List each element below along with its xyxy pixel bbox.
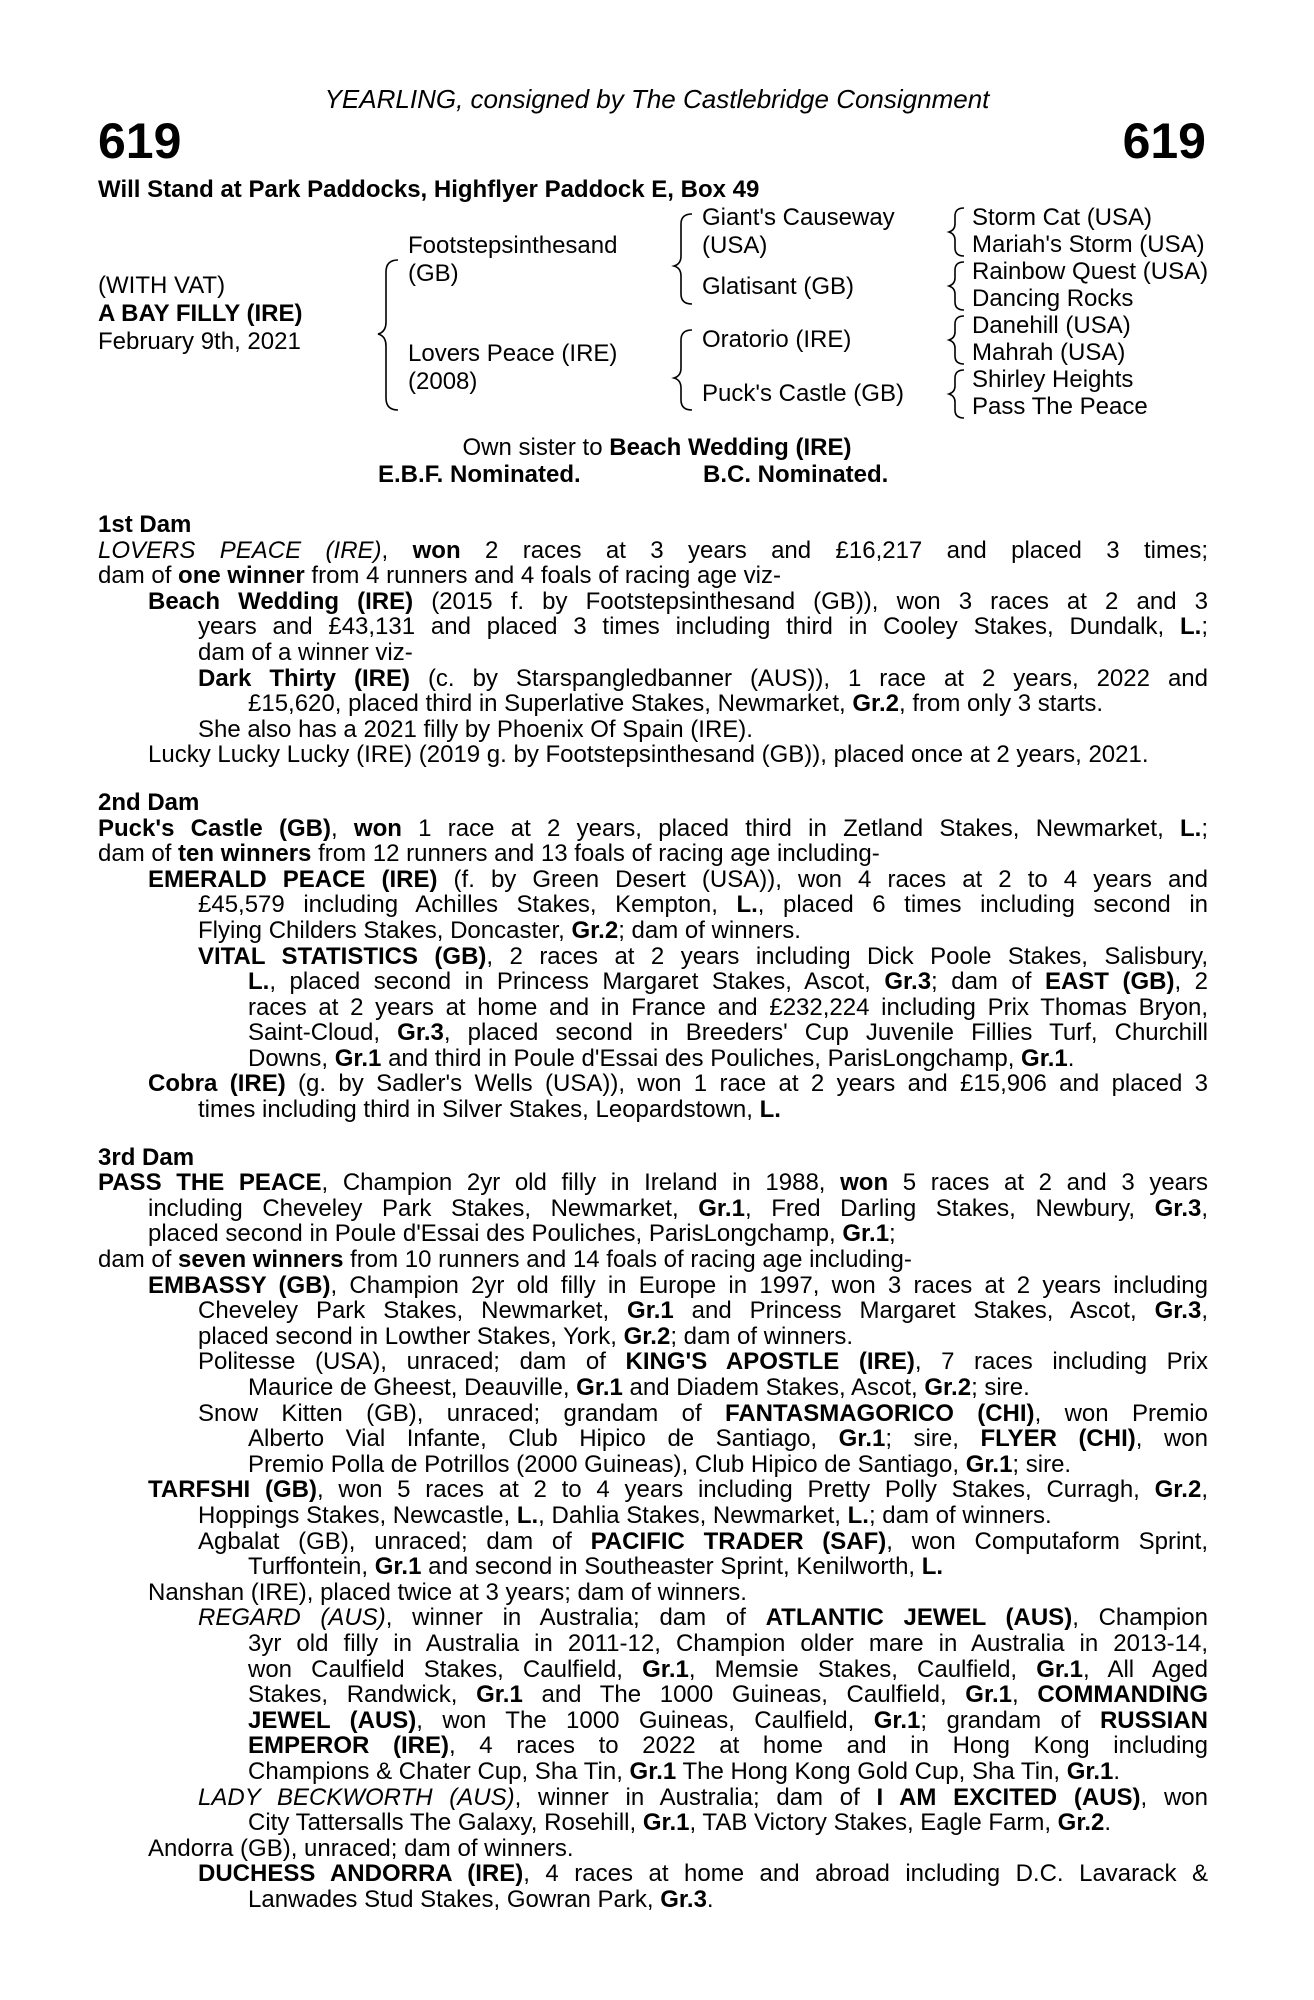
vs-line-3 <box>98 995 1208 1021</box>
d2-line-1 <box>98 816 1208 842</box>
text-run: , Champion 2yr old filly in Ireland in 1988, <box>321 1169 841 1197</box>
text-run: and The 1000 Guineas, Caulfield, <box>522 1681 966 1709</box>
vat-note: (WITH VAT) <box>98 272 226 299</box>
text-run: L. <box>921 1553 944 1581</box>
text-run: 3yr old filly in Australia in 2011-12, Champion older mare in Australia in 2013-14, <box>248 1629 1208 1657</box>
bw-line-1 <box>98 589 1208 615</box>
text-run: Gr.1 <box>873 1706 921 1734</box>
ep-line-2 <box>98 892 1208 918</box>
text-run: Gr.1 <box>965 1450 1013 1478</box>
text-run: , 2 races at 2 years including Dick Poole Stakes, Salisbury, <box>486 942 1208 970</box>
text-run: and Diadem Stakes, Ascot, <box>622 1374 925 1401</box>
d1-line-2 <box>98 563 1208 589</box>
text-run: , <box>1012 1681 1038 1709</box>
text-run: Downs, <box>248 1044 335 1072</box>
g3-3: Rainbow Quest (USA) <box>972 258 1209 285</box>
text-run: ten winners <box>178 840 312 868</box>
text-run: , All Aged <box>1082 1655 1209 1683</box>
stand-location: Will Stand at Park Paddocks, Highflyer Paddock E, Box 49 <box>98 176 760 203</box>
text-run: ; <box>1201 814 1208 842</box>
sire-sire-origin: (USA) <box>702 232 768 259</box>
text-run: 2 races at 3 years and £16,217 and placed 3 times; <box>460 536 1209 564</box>
sire-name: Footstepsinthesand <box>408 232 618 259</box>
vs-line-1 <box>98 944 1208 970</box>
text-run: . <box>1113 1757 1121 1785</box>
text-run: TARFSHI (GB) <box>148 1476 317 1504</box>
text-run: Nanshan (IRE), placed twice at 3 years; dam of winners. <box>148 1578 747 1606</box>
text-run: Puck's Castle (GB) <box>98 814 331 842</box>
she-line <box>98 717 1208 743</box>
sk-line-2 <box>98 1426 1208 1452</box>
text-run: won Caulfield Stakes, Caulfield, <box>248 1655 643 1683</box>
text-run: . <box>706 1885 714 1913</box>
text-run: JEWEL (AUS) <box>248 1706 417 1734</box>
text-run: Champions & Chater Cup, Sha Tin, <box>248 1757 630 1785</box>
text-run: , winner in Australia; dam of <box>514 1783 877 1811</box>
text-run: Maurice de Gheest, Deauville, <box>248 1374 577 1401</box>
text-run: (c. by Starspangledbanner (AUS)), 1 race at 2 years, 2022 and <box>409 664 1208 692</box>
text-run: and third in Poule d'Essai des Pouliches, ParisLongchamp, <box>381 1044 1022 1072</box>
text-run: dam of <box>98 562 179 590</box>
text-run: £15,620, placed third in Superlative Stakes, Newmarket, <box>248 690 853 718</box>
re-line-6 <box>98 1733 1208 1759</box>
text-run: Andorra (GB), unraced; dam of winners. <box>148 1834 574 1862</box>
text-run: , Champion 2yr old filly in Europe in 1997, won 3 races at 2 years including <box>330 1271 1208 1299</box>
text-run: , won <box>1135 1425 1209 1453</box>
own-sister-name: Beach Wedding (IRE) <box>609 434 852 461</box>
text-run: Gr.1 <box>627 1297 674 1325</box>
text-run: ; <box>1201 613 1208 641</box>
text-run: Gr.1 <box>965 1681 1012 1709</box>
own-sister-prefix: Own sister to <box>462 434 610 461</box>
text-run: 1 race at 2 years, placed third in Zetland Stakes, Newmarket, <box>401 814 1180 842</box>
text-run: EMPEROR (IRE) <box>248 1732 449 1760</box>
em-line-3 <box>98 1324 1208 1350</box>
text-run: COMMANDING <box>1037 1681 1208 1709</box>
co-line-2 <box>98 1097 1208 1123</box>
text-run: PASS THE PEACE <box>98 1169 322 1197</box>
sk-line-3 <box>98 1452 1208 1478</box>
text-run: placed second in Poule d'Essai des Pouliches, ParisLongchamp, <box>148 1220 843 1248</box>
da-line-1 <box>98 1861 1208 1887</box>
text-run: (g. by Sadler's Wells (USA)), won 1 race at 2 years and £15,906 and placed 3 <box>285 1070 1209 1098</box>
text-run: The Hong Kong Gold Cup, Sha Tin, <box>676 1757 1067 1785</box>
text-run: EAST (GB) <box>1044 968 1175 996</box>
dt-line-2 <box>98 691 1208 717</box>
text-run: Gr.1 <box>1021 1044 1068 1072</box>
text-run: from 4 runners and 4 foals of racing age viz- <box>304 562 781 590</box>
dt-line-1 <box>98 666 1208 692</box>
text-run: FLYER (CHI) <box>980 1425 1136 1453</box>
bw-line-3 <box>98 640 1208 666</box>
text-run: , <box>1201 1194 1209 1222</box>
text-run: , 7 races including Prix <box>914 1348 1209 1376</box>
text-run: Snow Kitten (GB), unraced; grandam of <box>198 1399 725 1427</box>
sire-sire-name: Giant's Causeway <box>702 204 895 231</box>
text-run: , <box>381 536 413 564</box>
text-run: Flying Childers Stakes, Doncaster, <box>198 916 572 944</box>
ll-line <box>98 742 1208 768</box>
text-run: , Champion <box>1072 1604 1208 1632</box>
first-dam-heading: 1st Dam <box>98 511 192 538</box>
ta-line-1 <box>98 1477 1208 1503</box>
bc-note: B.C. Nominated. <box>703 461 889 488</box>
text-run: Politesse (USA), unraced; dam of <box>198 1348 626 1376</box>
text-run: L. <box>759 1096 781 1124</box>
lot-number-left: 619 <box>98 113 182 169</box>
text-run: Gr.2 <box>852 690 900 718</box>
text-run: Gr.1 <box>629 1757 677 1785</box>
text-run: City Tattersalls The Galaxy, Rosehill, <box>248 1809 643 1837</box>
ep-line-1 <box>98 867 1208 893</box>
text-run: seven winners <box>178 1246 344 1274</box>
text-run: ; dam of winners. <box>618 916 801 944</box>
text-run: , 4 races to 2022 at home and in Hong Kong including <box>448 1732 1209 1760</box>
text-run: EMERALD PEACE (IRE) <box>148 865 438 893</box>
d3-line-3 <box>98 1221 1208 1247</box>
ag-line-1 <box>98 1529 1208 1555</box>
text-run: , TAB Victory Stakes, Eagle Farm, <box>689 1809 1058 1837</box>
ag-line-2 <box>98 1554 1208 1580</box>
text-run: ; <box>889 1220 896 1248</box>
dam-bracket <box>674 330 692 410</box>
text-run: £45,579 including Achilles Stakes, Kempton, <box>198 891 737 919</box>
text-run: (2015 f. by Footstepsinthesand (GB)), won 3 races at 2 and 3 <box>413 587 1208 615</box>
dam-sire-name: Oratorio (IRE) <box>702 326 852 353</box>
text-run: ; sire. <box>971 1374 1030 1401</box>
text-run: L. <box>1180 814 1202 842</box>
text-run: , winner in Australia; dam of <box>385 1604 766 1632</box>
text-run: PACIFIC TRADER (SAF) <box>590 1527 887 1555</box>
text-run: RUSSIAN <box>1099 1706 1208 1734</box>
text-run: 5 races at 2 and 3 years <box>888 1169 1209 1197</box>
text-run: , won Premio <box>1034 1399 1208 1427</box>
po-line-2 <box>98 1375 1208 1401</box>
text-run: races at 2 years at home and in France and £232,224 including Prix Thomas Bryon, <box>248 993 1208 1021</box>
g3-bracket-1 <box>949 208 964 256</box>
re-line-2 <box>98 1631 1208 1657</box>
own-sister-note <box>0 434 1314 462</box>
text-run: , placed second in Breeders' Cup Juvenile Fillies Turf, Churchill <box>443 1019 1208 1047</box>
dam-dam-name: Puck's Castle (GB) <box>702 380 904 407</box>
sale-type-header: YEARLING, consigned by The Castlebridge Consignment <box>324 84 990 114</box>
text-run: Gr.1 <box>642 1809 690 1837</box>
text-run: dam of <box>98 1246 179 1274</box>
text-run: times including third in Silver Stakes, Leopardstown, <box>198 1096 760 1124</box>
g3-7: Shirley Heights <box>972 366 1134 393</box>
text-run: ; grandam of <box>920 1706 1100 1734</box>
lb-line-2 <box>98 1810 1208 1836</box>
g3-5: Danehill (USA) <box>972 312 1131 339</box>
text-run: Gr.3 <box>1154 1194 1202 1222</box>
foaling-date: February 9th, 2021 <box>98 328 301 355</box>
text-run: , Fred Darling Stakes, Newbury, <box>744 1194 1155 1222</box>
d3-line-2 <box>98 1196 1208 1222</box>
text-run: VITAL STATISTICS (GB) <box>198 942 487 970</box>
text-run: Gr.1 <box>576 1374 623 1401</box>
text-run: DUCHESS ANDORRA (IRE) <box>198 1860 524 1888</box>
text-run: LADY BECKWORTH (AUS) <box>198 1783 515 1811</box>
text-run: and Princess Margaret Stakes, Ascot, <box>673 1297 1155 1325</box>
text-run: placed second in Lowther Stakes, York, <box>198 1322 624 1350</box>
text-run: Hoppings Stakes, Newcastle, <box>198 1501 517 1529</box>
re-line-4 <box>98 1682 1208 1708</box>
text-run: , won The 1000 Guineas, Caulfield, <box>416 1706 874 1734</box>
text-run: , placed second in Princess Margaret Stakes, Ascot, <box>269 968 885 996</box>
text-run: won <box>412 536 461 564</box>
second-dam-heading: 2nd Dam <box>98 788 200 816</box>
text-run: Gr.1 <box>698 1194 745 1222</box>
sire-bracket <box>674 214 692 304</box>
text-run: REGARD (AUS) <box>198 1604 386 1632</box>
text-run: ; dam of winners. <box>670 1322 854 1350</box>
text-run: Lanwades Stud Stakes, Gowran Park, <box>248 1885 661 1913</box>
g3-bracket-3 <box>949 316 964 364</box>
bw-line-2 <box>98 614 1208 640</box>
text-run: ; sire, <box>885 1425 981 1453</box>
co-line-1 <box>98 1071 1208 1097</box>
text-run: , <box>1201 1476 1208 1504</box>
text-run: , <box>1201 1297 1208 1325</box>
text-run: L. <box>736 891 758 919</box>
text-run: ; sire. <box>1012 1450 1072 1478</box>
text-run: , won Computaform Sprint, <box>886 1527 1208 1555</box>
text-run: Gr.3 <box>884 968 932 996</box>
vs-line-2 <box>98 969 1208 995</box>
text-run: (f. by Green Desert (USA)), won 4 races at 2 to 4 years and <box>437 865 1208 893</box>
lot-number-right: 619 <box>1122 113 1206 169</box>
g3-4: Dancing Rocks <box>972 285 1134 312</box>
text-run: and second in Southeaster Sprint, Kenilworth, <box>421 1553 922 1581</box>
ta-line-2 <box>98 1503 1208 1529</box>
re-line-7 <box>98 1759 1208 1785</box>
d3-line-4 <box>98 1247 1208 1273</box>
text-run: Gr.3 <box>660 1885 707 1913</box>
g3-1: Storm Cat (USA) <box>972 204 1153 231</box>
g3-8: Pass The Peace <box>972 393 1148 420</box>
text-run: Gr.1 <box>334 1044 382 1072</box>
text-run: Premio Polla de Potrillos (2000 Guineas), Club Hipico de Santiago, <box>248 1450 966 1478</box>
em-line-1 <box>98 1273 1208 1299</box>
text-run: . <box>1104 1809 1112 1837</box>
text-run: , from only 3 starts. <box>899 690 1104 718</box>
g3-6: Mahrah (USA) <box>972 339 1126 366</box>
text-run: Gr.1 <box>1066 1757 1114 1785</box>
text-run: Gr.2 <box>924 1374 972 1401</box>
horse-name: A BAY FILLY (IRE) <box>98 300 303 327</box>
text-run: , 2 <box>1174 968 1208 996</box>
g3-2: Mariah's Storm (USA) <box>972 231 1205 258</box>
text-run: Lucky Lucky Lucky (IRE) (2019 g. by Footstepsinthesand (GB)), placed once at 2 years, 2021. <box>148 741 1149 769</box>
text-run: Alberto Vial Infante, Club Hipico de Santiago, <box>248 1425 839 1453</box>
text-run: I AM EXCITED (AUS) <box>876 1783 1141 1811</box>
text-run: Gr.3 <box>397 1019 444 1047</box>
text-run: , 4 races at home and abroad including D.C. Lavarack & <box>523 1860 1208 1888</box>
g3-bracket-2 <box>949 262 964 310</box>
text-run: Gr.2 <box>1057 1809 1105 1837</box>
text-run: LOVERS PEACE (IRE) <box>98 536 382 564</box>
sire-dam-name: Glatisant (GB) <box>702 273 855 300</box>
g3-bracket-4 <box>949 370 964 418</box>
d2-line-2 <box>98 841 1208 867</box>
text-run: ; dam of winners. <box>868 1501 1052 1529</box>
text-run: including Cheveley Park Stakes, Newmarket, <box>148 1194 699 1222</box>
text-run: Gr.3 <box>1154 1297 1202 1325</box>
text-run: Gr.2 <box>1154 1476 1202 1504</box>
text-run: one winner <box>178 562 305 590</box>
text-run: , won 5 races at 2 to 4 years including Pretty Polly Stakes, Curragh, <box>316 1476 1155 1504</box>
text-run: dam of <box>98 840 179 868</box>
text-run: won <box>353 814 402 842</box>
da-line-2 <box>98 1887 1208 1913</box>
ep-line-3 <box>98 918 1208 944</box>
text-run: Gr.2 <box>623 1322 671 1350</box>
an-line <box>98 1836 1208 1862</box>
text-run: Gr.1 <box>642 1655 689 1683</box>
d3-line-1 <box>98 1170 1208 1196</box>
text-run: EMBASSY (GB) <box>148 1271 331 1299</box>
text-run: from 12 runners and 13 foals of racing age including- <box>311 840 880 868</box>
text-run: Cobra (IRE) <box>148 1070 286 1098</box>
po-line-1 <box>98 1349 1208 1375</box>
text-run: L. <box>248 968 270 996</box>
text-run: Gr.1 <box>838 1425 886 1453</box>
text-run: , placed 6 times including second in <box>757 891 1209 919</box>
text-run: ; dam of <box>931 968 1045 996</box>
lb-line-1 <box>98 1785 1208 1811</box>
text-run: Stakes, Randwick, <box>248 1681 477 1709</box>
text-run: , Memsie Stakes, Caulfield, <box>688 1655 1037 1683</box>
sk-line-1 <box>98 1401 1208 1427</box>
third-dam-heading: 3rd Dam <box>98 1143 195 1171</box>
text-run: , Dahlia Stakes, Newmarket, <box>538 1501 848 1529</box>
vs-line-4 <box>98 1020 1208 1046</box>
text-run: Gr.1 <box>1036 1655 1083 1683</box>
text-run: KING'S APOSTLE (IRE) <box>625 1348 915 1376</box>
text-run: , <box>330 814 354 842</box>
text-run: Gr.1 <box>476 1681 523 1709</box>
re-line-3 <box>98 1657 1208 1683</box>
text-run: ATLANTIC JEWEL (AUS) <box>765 1604 1073 1632</box>
ebf-note: E.B.F. Nominated. <box>378 461 581 488</box>
re-line-5 <box>98 1708 1208 1734</box>
text-run: Cheveley Park Stakes, Newmarket, <box>198 1297 628 1325</box>
text-run: Beach Wedding (IRE) <box>148 587 414 615</box>
main-bracket <box>378 260 398 410</box>
family-details <box>98 512 1208 1912</box>
text-run: FANTASMAGORICO (CHI) <box>725 1399 1035 1427</box>
text-run: L. <box>1180 613 1202 641</box>
vs-line-5 <box>98 1046 1208 1072</box>
sire-origin: (GB) <box>408 260 459 287</box>
text-run: dam of a winner viz- <box>198 638 413 666</box>
text-run: years and £43,131 and placed 3 times including third in Cooley Stakes, Dundalk, <box>198 613 1180 641</box>
na-line <box>98 1580 1208 1606</box>
text-run: Gr.2 <box>571 916 619 944</box>
em-line-2 <box>98 1298 1208 1324</box>
text-run: from 10 runners and 14 foals of racing age including- <box>343 1246 912 1274</box>
dam-year: (2008) <box>408 368 478 395</box>
text-run: , won <box>1140 1783 1208 1811</box>
text-run: Turffontein, <box>248 1553 375 1581</box>
text-run: L. <box>847 1501 869 1529</box>
text-run: L. <box>516 1501 539 1529</box>
text-run: She also has a 2021 filly by Phoenix Of Spain (IRE). <box>198 715 753 743</box>
text-run: . <box>1067 1044 1075 1072</box>
text-run: won <box>840 1169 889 1197</box>
d1-line-1 <box>98 538 1208 564</box>
text-run: Gr.1 <box>374 1553 422 1581</box>
dam-name: Lovers Peace (IRE) <box>408 340 618 367</box>
text-run: Dark Thirty (IRE) <box>198 664 410 692</box>
re-line-1 <box>98 1605 1208 1631</box>
text-run: Gr.1 <box>842 1220 890 1248</box>
text-run: Agbalat (GB), unraced; dam of <box>198 1527 591 1555</box>
text-run: Saint-Cloud, <box>248 1019 398 1047</box>
